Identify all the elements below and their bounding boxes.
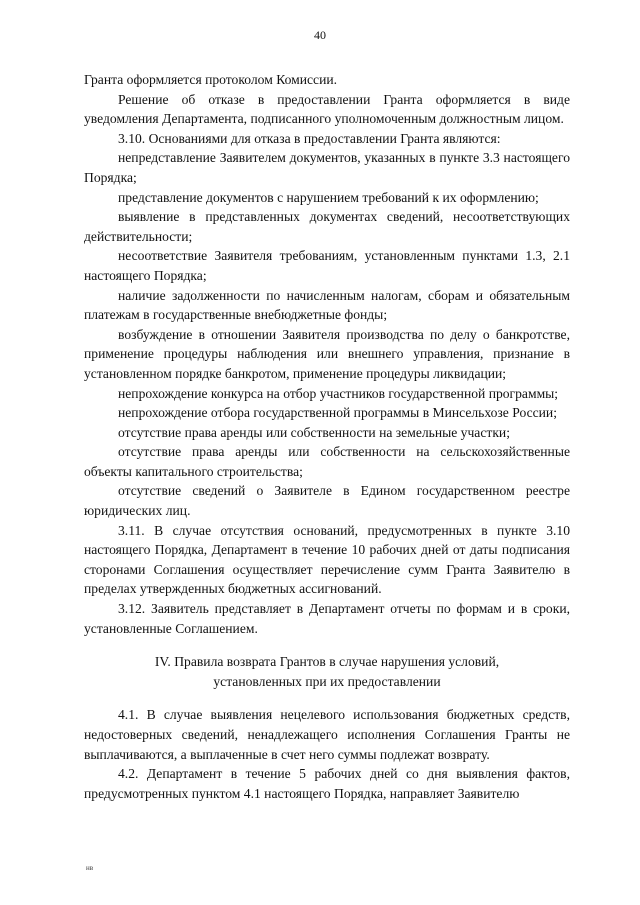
paragraph: Решение об отказе в предоставлении Гранта оформляется в виде уведомления Департамента, подписанного уполномоченным должностным лицом. — [84, 91, 570, 127]
section-heading — [84, 652, 570, 691]
paragraph: 4.1. В случае выявления нецелевого использования бюджетных средств, недостоверных сведений, ненадлежащего исполнения Соглашения Гранты не выплачиваются, а выплаченные в счет него суммы подлежат возврату. — [84, 707, 570, 762]
list-item: отсутствие сведений о Заявителе в Едином государственном реестре юридических лиц. — [84, 483, 570, 519]
list-item: непредставление Заявителем документов, указанных в пункте 3.3 настоящего Порядка; — [84, 150, 570, 185]
section-heading-line: установленных при их предоставлении — [213, 673, 441, 689]
list-item: отсутствие права аренды или собственности на сельскохозяйственные объекты капитального строительства; — [84, 444, 570, 479]
list-item: выявление в представленных документах сведений, несоответствующих действительности; — [84, 209, 570, 244]
paragraph: 3.12. Заявитель представляет в Департамент отчеты по формам и в сроки, установленные Соглашением. — [84, 601, 570, 636]
page-number: 40 — [314, 28, 326, 42]
list-item: непрохождение отбора государственной программы в Минсельхозе России; — [118, 405, 557, 421]
paragraph: Гранта оформляется протоколом Комиссии. — [84, 72, 338, 87]
footer-mark: нв — [86, 864, 94, 872]
list-item: наличие задолженности по начисленным налогам, сборам и обязательным платежам в государственные внебюджетные фонды; — [84, 287, 570, 323]
list-item: непрохождение конкурса на отбор участников государственной программы; — [118, 385, 559, 401]
list-item: несоответствие Заявителя требованиям, установленным пунктами 1.3, 2.1 настоящего Порядка; — [84, 248, 570, 283]
list-item: представление документов с нарушением требований к их оформлению; — [118, 189, 539, 205]
paragraph: 3.10. Основаниями для отказа в предоставлении Гранта являются: — [118, 130, 501, 146]
paragraph: 4.2. Департамент в течение 5 рабочих дней со дня выявления фактов, предусмотренных пунктом 4.1 настоящего Порядка, направляет Заявителю — [84, 766, 570, 801]
section-heading-line: IV. Правила возврата Грантов в случае нарушения условий, — [154, 654, 500, 670]
list-item: возбуждение в отношении Заявителя производства по делу о банкротстве, применение процедуры наблюдения или внешнего управления, признание в установленном порядке банкротом, применение процедуры ликвидации; — [84, 326, 570, 381]
list-item: отсутствие права аренды или собственности на земельные участки; — [118, 424, 510, 440]
paragraph: 3.11. В случае отсутствия оснований, предусмотренных в пункте 3.10 настоящего Порядка, Департамент в течение 10 рабочих дней от даты подписания сторонами Соглашения осуществляет перечисление сумм Гранта Заявителю в пределах утвержденных бюджетных ассигнований. — [84, 522, 570, 597]
document-body — [84, 70, 570, 803]
